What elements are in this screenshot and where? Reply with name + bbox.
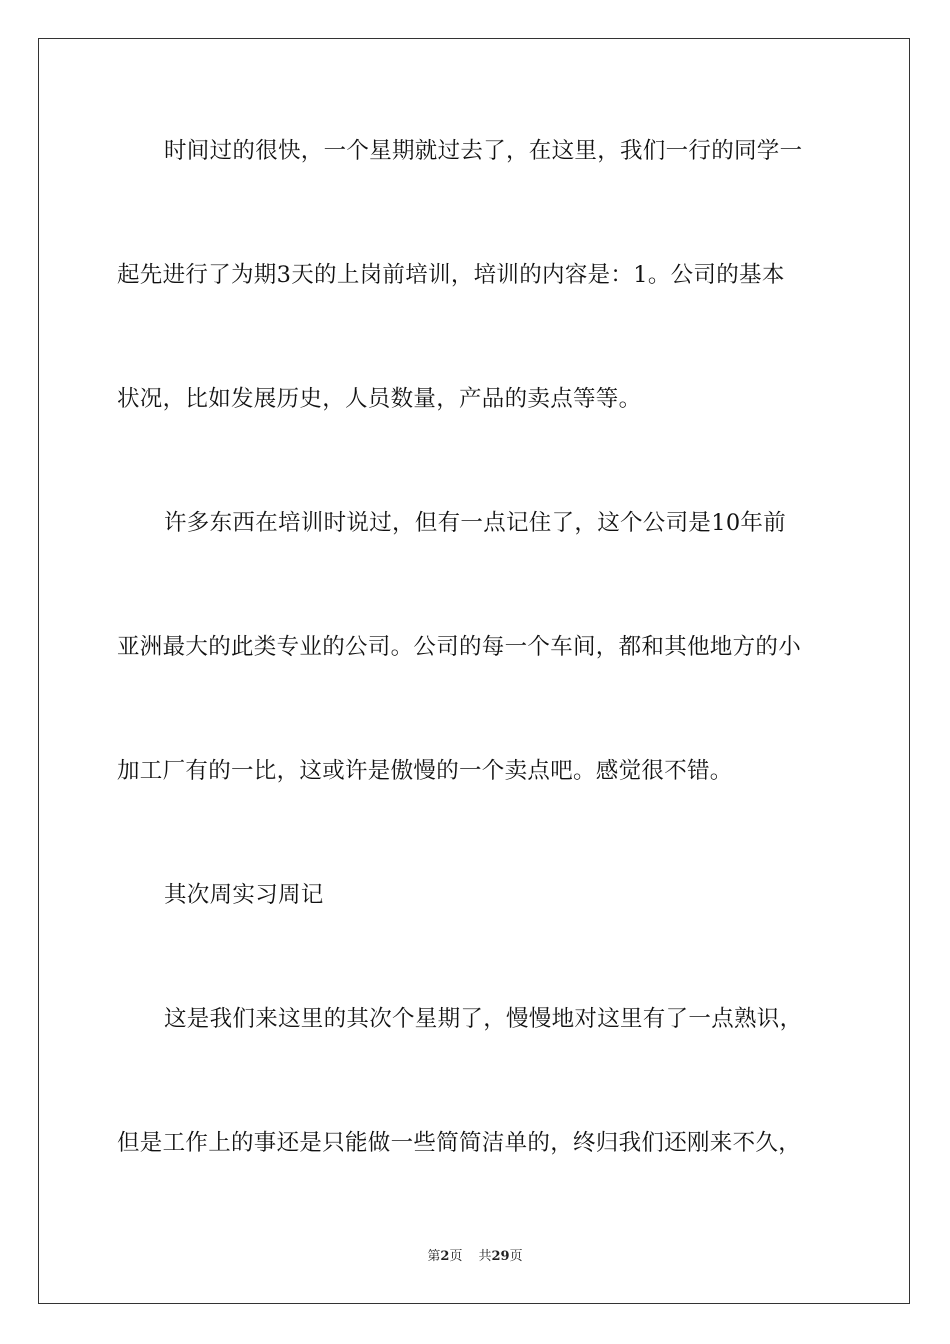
page-border (38, 38, 910, 1304)
paragraph-line-6: 加工厂有的一比，这或许是傲慢的一个卖点吧。感觉很不错。 (117, 758, 733, 784)
page-prefix: 第 (427, 1249, 441, 1264)
paragraph-line-2: 起先进行了为期3天的上岗前培训，培训的内容是：1。公司的基本 (117, 262, 785, 288)
paragraph-line-9: 但是工作上的事还是只能做一些简简洁单的，终归我们还刚来不久， (117, 1130, 802, 1156)
paragraph-line-4: 许多东西在培训时说过，但有一点记住了，这个公司是10年前 (164, 510, 787, 536)
page-suffix: 页 (449, 1249, 463, 1264)
paragraph-line-1: 时间过的很快，一个星期就过去了，在这里，我们一行的同学一 (164, 138, 803, 164)
paragraph-line-3: 状况，比如发展历史，人员数量，产品的卖点等等。 (117, 386, 642, 412)
section-heading: 其次周实习周记 (164, 882, 324, 908)
total-suffix: 页 (509, 1249, 523, 1264)
total-pages: 29 (491, 1249, 510, 1264)
page-footer (0, 1248, 950, 1266)
page-number: 2 (440, 1249, 450, 1264)
paragraph-line-5: 亚洲最大的此类专业的公司。公司的每一个车间，都和其他地方的小 (117, 634, 802, 660)
total-prefix: 共 (478, 1249, 492, 1264)
paragraph-line-8: 这是我们来这里的其次个星期了，慢慢地对这里有了一点熟识， (164, 1006, 803, 1032)
